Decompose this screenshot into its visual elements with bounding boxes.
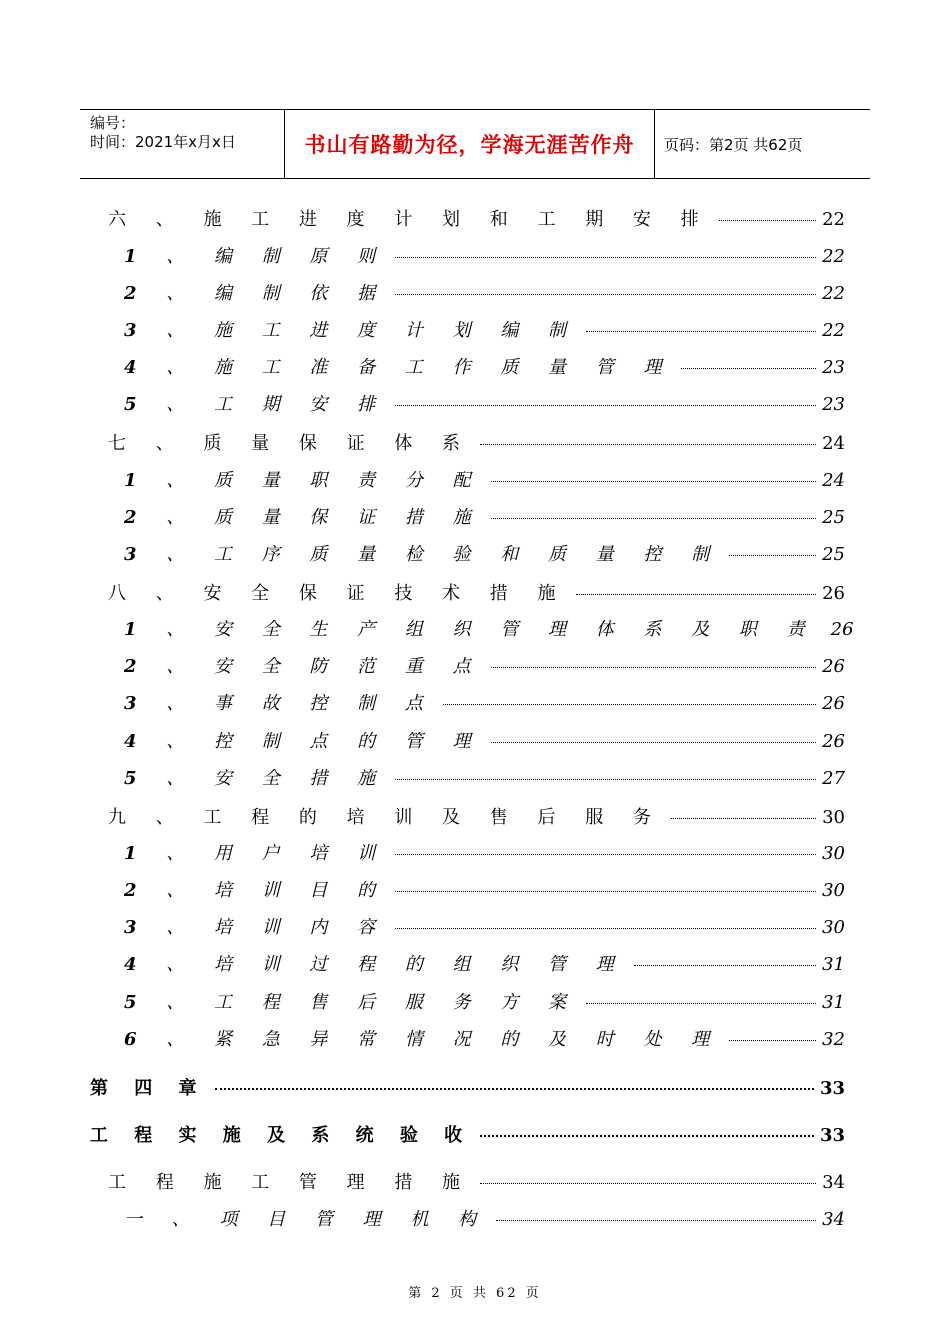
toc-entry[interactable] [124,1205,845,1229]
toc-entry-title [124,839,387,865]
toc-entry-title [124,540,721,566]
toc-dot-leader [496,1220,816,1221]
toc-entry-number: 2 [124,507,149,528]
toc-entry-number: 3 [124,320,149,341]
toc-entry-number: 2 [124,656,149,677]
serial-label: 编号： [90,114,136,132]
toc-entry[interactable] [90,1074,845,1098]
toc-entry-text: 、 紧 急 异 常 情 况 的 及 时 处 理 [166,1029,722,1050]
toc-entry[interactable] [124,988,845,1012]
toc-entry[interactable] [108,803,845,827]
toc-entry-number: 3 [124,917,149,938]
toc-entry-text: 八 、 安 全 保 证 技 术 措 施 [108,583,568,604]
toc-dot-leader [395,779,816,780]
toc-entry-number: 1 [124,843,149,864]
toc-entry-text: 一 、 项 目 管 理 机 构 [124,1209,489,1230]
toc-entry-title [124,652,483,678]
toc-entry[interactable] [124,540,845,564]
toc-entry-text: 、 编 制 原 则 [166,246,388,267]
toc-entry-text: 、 质 量 保 证 措 施 [166,507,483,528]
toc-dot-leader [215,1088,814,1090]
time-label: 时间：2021年x月x日 [90,133,236,151]
toc-dot-leader [395,891,816,892]
toc-entry-title [108,1168,472,1194]
toc-entry-title [90,1074,207,1100]
toc-entry-title [124,279,387,305]
toc-dot-leader [491,742,816,743]
toc-entry-page: 34 [822,1172,845,1193]
toc-entry-text: 、 培 训 目 的 [166,880,388,901]
toc-dot-leader [586,331,816,332]
toc-entry[interactable] [124,764,845,788]
toc-dot-leader [480,444,816,445]
toc-entry-title [90,1121,472,1147]
toc-entry[interactable] [108,579,845,603]
toc-entry-text: 六 、 施 工 进 度 计 划 和 工 期 安 排 [108,209,711,230]
toc-entry-text: 、 施 工 进 度 计 划 编 制 [166,320,579,341]
toc-entry-text: 、 培 训 内 容 [166,917,388,938]
toc-entry-number: 1 [124,470,149,491]
toc-entry-page: 26 [822,731,845,752]
toc-entry[interactable] [124,466,845,490]
toc-entry[interactable] [108,205,845,229]
toc-dot-leader [491,667,816,668]
toc-dot-leader [491,518,816,519]
toc-entry[interactable] [124,950,845,974]
header-slogan: 书山有路勤为径，学海无涯苦作舟 [284,110,655,178]
toc-dot-leader [443,704,816,705]
toc-entry-title [124,615,817,641]
toc-entry-number: 3 [124,544,149,565]
toc-dot-leader [671,818,816,819]
toc-entry-title [124,876,387,902]
toc-entry-page: 30 [822,880,845,901]
toc-entry-number: 5 [124,394,149,415]
toc-entry-title [124,764,387,790]
toc-entry-page: 22 [822,320,845,341]
toc-dot-leader [576,594,817,595]
toc-entry[interactable] [124,652,845,676]
toc-entry-number: 2 [124,283,149,304]
toc-entry-text: 、 安 全 措 施 [166,768,388,789]
toc-entry-title [108,429,472,455]
toc-entry-number: 4 [124,357,149,378]
toc-entry-text: 、 培 训 过 程 的 组 织 管 理 [166,954,626,975]
toc-entry-page: 26 [822,693,845,714]
toc-entry-title [124,353,673,379]
toc-entry-page: 34 [822,1209,845,1230]
toc-entry-title [124,689,435,715]
toc-entry-title [124,988,578,1014]
toc-entry-title [108,579,568,605]
toc-entry-page: 23 [822,394,845,415]
toc-entry[interactable] [124,503,845,527]
page-header [80,109,870,179]
toc-entry-text: 、 工 程 售 后 服 务 方 案 [166,992,579,1013]
toc-entry-title [108,803,663,829]
toc-entry-number: 4 [124,954,149,975]
toc-entry[interactable] [124,242,845,266]
toc-entry-text: 工 程 施 工 管 理 措 施 [108,1172,473,1193]
toc-entry[interactable] [124,1025,845,1049]
toc-entry-page: 23 [822,357,845,378]
toc-entry[interactable] [124,839,845,863]
toc-dot-leader [395,928,816,929]
toc-dot-leader [681,368,816,369]
toc-entry-number: 2 [124,880,149,901]
toc-entry-title [124,242,387,268]
toc-dot-leader [395,257,816,258]
toc-dot-leader [395,294,816,295]
toc-entry-title [124,466,483,492]
toc-entry-number: 6 [124,1029,149,1050]
toc-entry-page: 30 [822,917,845,938]
toc-entry-title [124,390,387,416]
toc-entry-title [124,950,626,976]
toc-entry-page: 22 [822,246,845,267]
toc-entry[interactable] [124,615,854,640]
toc-entry-number: 1 [124,619,149,640]
toc-entry-text: 、 工 序 质 量 检 验 和 质 量 控 制 [166,544,722,565]
toc-entry-title [124,1205,488,1231]
toc-entry-text: 、 安 全 生 产 组 织 管 理 体 系 及 职 责 [166,619,817,640]
toc-entry-page: 33 [819,1125,845,1146]
toc-entry-page: 30 [822,807,845,828]
toc-entry[interactable] [124,316,845,340]
toc-entry-number: 4 [124,731,149,752]
toc-entry-number: 5 [124,992,149,1013]
page-footer: 第 2 页 共 62 页 [408,1286,542,1301]
toc-entry-text: 、 事 故 控 制 点 [166,693,435,714]
toc-dot-leader [480,1183,816,1184]
toc-dot-leader [491,481,816,482]
toc-entry-text: 、 编 制 依 据 [166,283,388,304]
toc-entry-text: 、 安 全 防 范 重 点 [166,656,483,677]
toc-entry-page: 26 [830,619,854,640]
toc-entry[interactable] [124,689,845,713]
toc-dot-leader [729,1040,816,1041]
toc-entry[interactable] [124,279,845,303]
toc-entry-page: 30 [822,843,845,864]
header-meta [80,110,284,178]
toc-entry-page: 27 [822,768,845,789]
toc-entry-title [124,316,578,342]
toc-entry-number: 5 [124,768,149,789]
toc-entry-page: 25 [822,544,845,565]
toc-entry-page: 24 [822,433,845,454]
toc-entry-number: 1 [124,246,149,267]
toc-entry-title [124,1025,721,1051]
toc-entry[interactable] [124,390,845,414]
toc-entry-title [108,205,711,231]
toc-entry-text: 、 工 期 安 排 [166,394,388,415]
toc-entry[interactable] [108,1168,845,1192]
toc-entry-text: 、 用 户 培 训 [166,843,388,864]
toc-entry-page: 32 [822,1029,845,1050]
toc-entry-text: 九 、 工 程 的 培 训 及 售 后 服 务 [108,807,663,828]
toc-entry-title [124,727,483,753]
toc-dot-leader [395,405,816,406]
toc-entry-title [124,913,387,939]
toc-entry[interactable] [90,1121,845,1145]
toc-dot-leader [480,1135,814,1137]
toc-entry-page: 22 [822,283,845,304]
toc-entry-page: 24 [822,470,845,491]
toc-dot-leader [395,854,816,855]
toc-entry[interactable] [108,429,845,453]
toc-entry-text: 、 施 工 准 备 工 作 质 量 管 理 [166,357,674,378]
toc-entry-text: 第 四 章 [90,1078,207,1099]
toc-entry-text: 七 、 质 量 保 证 体 系 [108,433,473,454]
toc-entry[interactable] [124,353,845,377]
toc-entry-page: 33 [819,1078,845,1099]
toc-entry-text: 工 程 实 施 及 系 统 验 收 [90,1125,473,1146]
toc-entry-page: 31 [822,954,845,975]
toc-entry-text: 、 控 制 点 的 管 理 [166,731,483,752]
header-page-info: 页码：第2页 共62页 [664,135,803,154]
toc-entry-page: 25 [822,507,845,528]
toc-entry-text: 、 质 量 职 责 分 配 [166,470,483,491]
toc-entry-title [124,503,483,529]
toc-entry-page: 26 [822,583,845,604]
toc-dot-leader [586,1003,816,1004]
toc-dot-leader [634,965,816,966]
toc-dot-leader [729,555,816,556]
toc-entry[interactable] [124,913,845,937]
toc-entry-number: 3 [124,693,149,714]
toc-entry-page: 31 [822,992,845,1013]
toc-entry[interactable] [124,727,845,751]
toc-entry-page: 26 [822,656,845,677]
toc-entry[interactable] [124,876,845,900]
toc-entry-page: 22 [822,209,845,230]
toc-dot-leader [719,220,816,221]
